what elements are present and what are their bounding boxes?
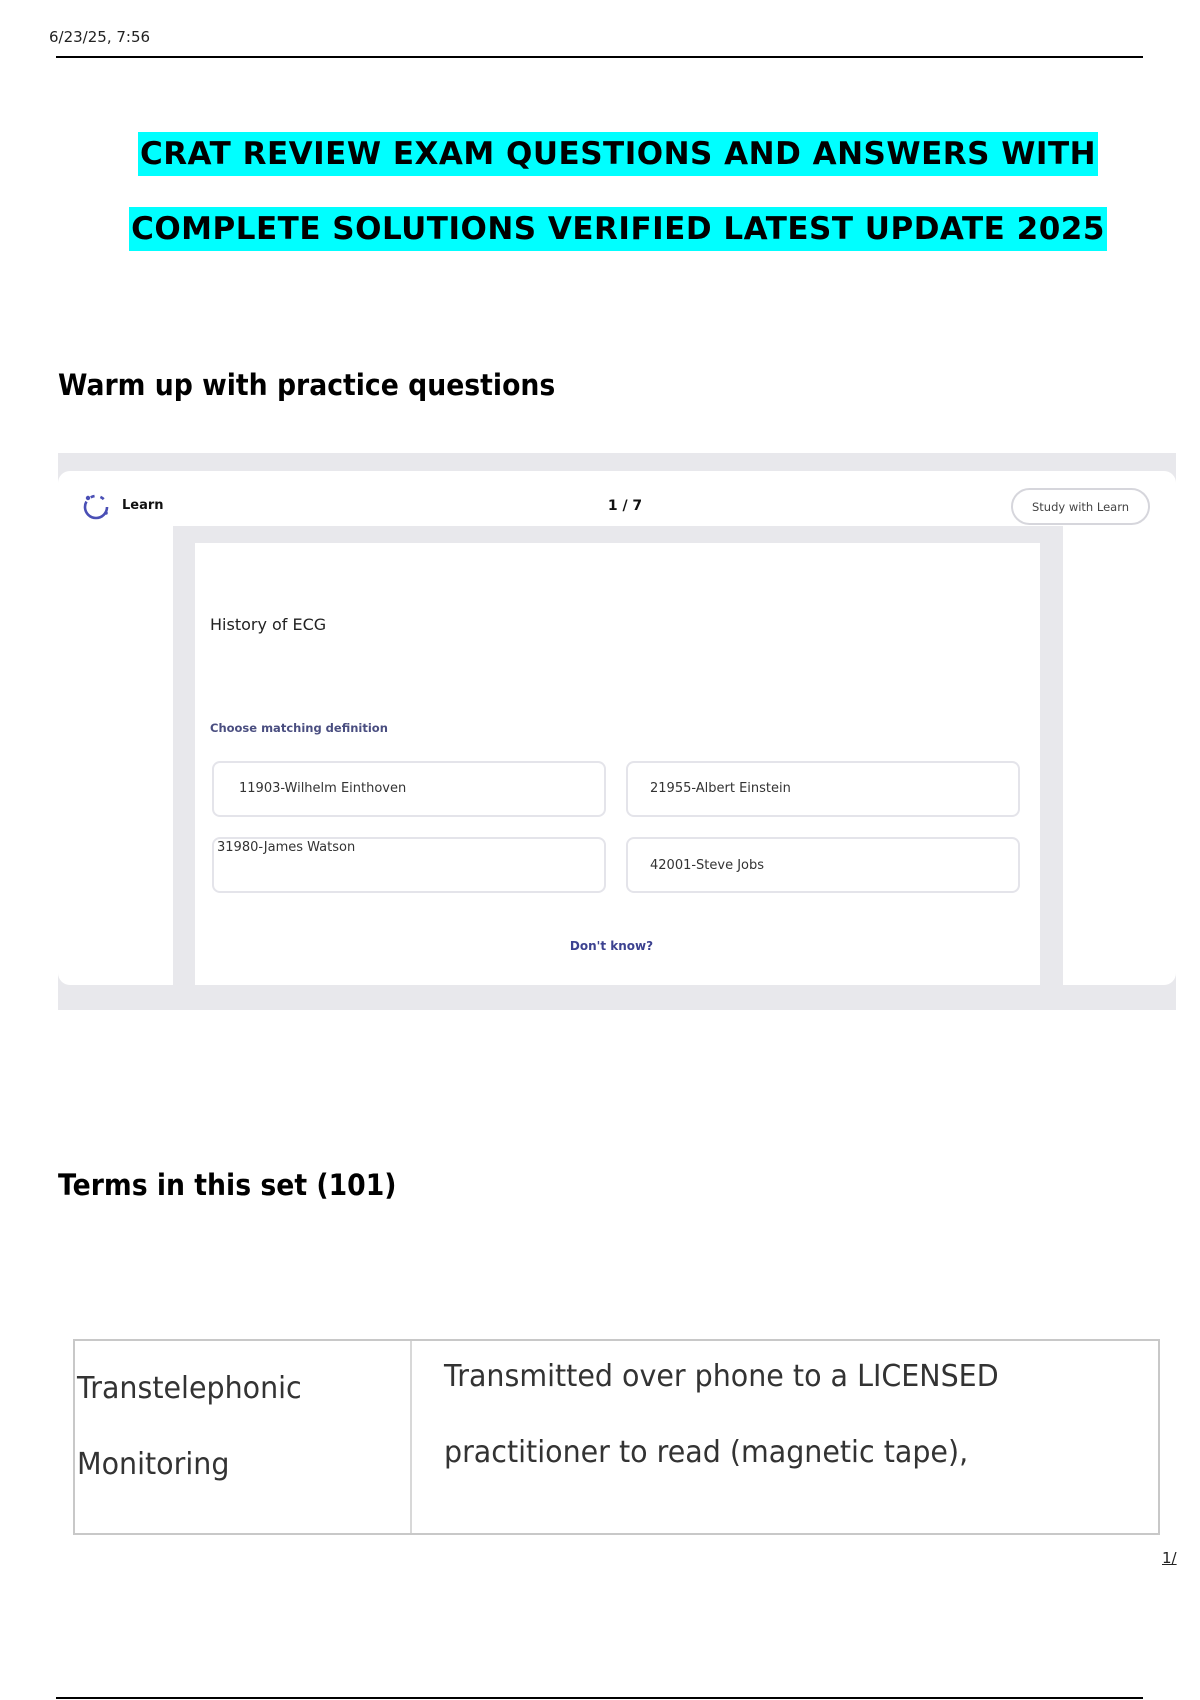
title-line-2-text: COMPLETE SOLUTIONS VERIFIED LATEST UPDATE 2025 xyxy=(129,207,1107,251)
study-with-learn-button[interactable]: Study with Learn xyxy=(1011,488,1150,525)
answer-option-label: 11903-Wilhelm Einthoven xyxy=(239,781,407,796)
terms-heading: Terms in this set (101) xyxy=(58,1168,397,1202)
answer-option-4[interactable] xyxy=(626,837,1020,893)
header-rule xyxy=(56,56,1143,58)
question-frame xyxy=(173,526,1063,985)
dont-know-link[interactable]: Don't know? xyxy=(569,939,654,953)
term-definition: Transmitted over phone to a LICENSED practitioner to read (magnetic tape), xyxy=(444,1359,999,1470)
page-number: 1/ xyxy=(1162,1549,1177,1567)
question-prompt: History of ECG xyxy=(210,615,327,634)
document-title-line-1 xyxy=(0,136,1200,172)
answer-option-2[interactable] xyxy=(626,761,1020,817)
learn-label[interactable]: Learn xyxy=(122,498,164,513)
footer-rule xyxy=(56,1697,1143,1699)
warmup-heading: Warm up with practice questions xyxy=(58,368,556,402)
answer-option-1[interactable] xyxy=(212,761,606,817)
answer-option-label: 21955-Albert Einstein xyxy=(650,781,791,796)
document-title-line-2 xyxy=(0,211,1200,247)
question-instruction: Choose matching definition xyxy=(210,721,388,735)
question-counter: 1 / 7 xyxy=(607,498,643,514)
answer-option-3[interactable] xyxy=(212,837,606,893)
title-line-1-text: CRAT REVIEW EXAM QUESTIONS AND ANSWERS WITH xyxy=(138,132,1098,176)
question-card xyxy=(195,543,1040,985)
answer-option-label: 31980-James Watson xyxy=(217,840,356,855)
print-timestamp: 6/23/25, 7:56 xyxy=(49,28,151,46)
answer-option-label: 42001-Steve Jobs xyxy=(650,858,765,873)
learn-widget-card xyxy=(58,471,1176,985)
term-word: Transtelephonic Monitoring xyxy=(77,1371,302,1482)
learn-widget xyxy=(58,453,1176,1010)
term-row xyxy=(73,1339,1160,1535)
term-divider xyxy=(410,1341,412,1533)
